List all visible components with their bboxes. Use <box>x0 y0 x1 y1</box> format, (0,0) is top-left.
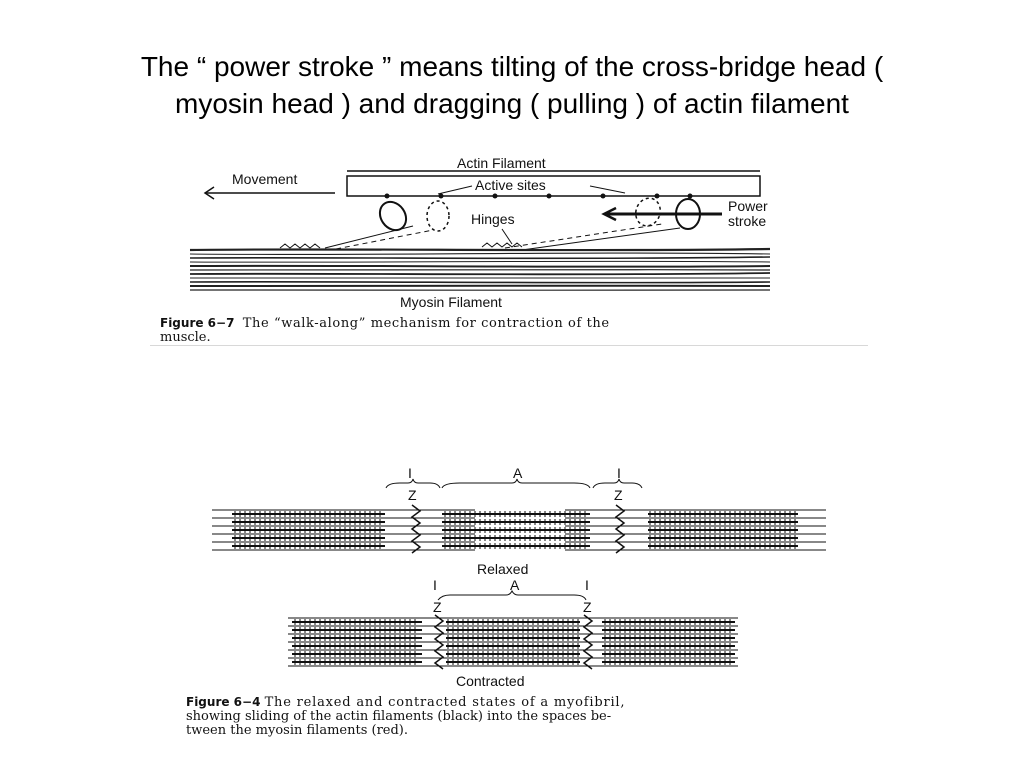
contracted-i-right: I <box>585 577 589 593</box>
myosin-filament <box>190 249 770 290</box>
myosin-filament-label: Myosin Filament <box>400 294 502 310</box>
figure-divider <box>150 345 868 346</box>
figure-6-7-caption <box>160 316 830 345</box>
z-line-relaxed <box>412 505 420 553</box>
power-stroke-arrow <box>604 208 722 220</box>
figure-6-4-caption <box>186 695 848 738</box>
slide-title <box>40 48 984 122</box>
relaxed-label: Relaxed <box>477 561 529 577</box>
z-line-relaxed <box>616 505 624 553</box>
contracted-i-left: I <box>433 577 437 593</box>
contracted-z-right: Z <box>583 599 592 615</box>
contracted-a: A <box>510 577 520 593</box>
walk-along-figure <box>150 150 868 346</box>
hinge-zigzags <box>280 243 522 248</box>
active-sites-label: Active sites <box>475 177 546 193</box>
relaxed-i-right: I <box>617 465 621 481</box>
relaxed-z-left: Z <box>408 487 417 503</box>
active-site <box>655 194 660 199</box>
relaxed-a: A <box>513 465 523 481</box>
myofibril-figure <box>150 455 868 747</box>
stroke-label: stroke <box>728 213 767 229</box>
contracted-label: Contracted <box>456 673 525 689</box>
contracted-z-left: Z <box>433 599 442 615</box>
myosin-head-tilted <box>375 197 412 235</box>
slide-title-line-1: The “ power stroke ” means tilting of the cross-bridge head ( <box>140 51 884 82</box>
figure-6-7-number: Figure 6−7 <box>160 316 235 330</box>
relaxed-i-left: I <box>408 465 412 481</box>
figure-6-7-caption-line-2: muscle. <box>160 330 211 345</box>
myosin-head-upright <box>427 201 449 231</box>
slide-title-line-2: myosin head ) and dragging ( pulling ) of actin filament <box>175 88 849 119</box>
movement-arrow <box>205 187 335 199</box>
figure-6-4-number: Figure 6−4 <box>186 695 261 709</box>
figure-6-4-caption-line-2: showing sliding of the actin filaments (black) into the spaces be- <box>186 709 612 724</box>
active-site <box>601 194 606 199</box>
hinges-label: Hinges <box>471 211 515 227</box>
active-site <box>688 194 693 199</box>
figure-6-7-caption-line-1: The “walk-along” mechanism for contraction of the <box>242 316 610 331</box>
actin-filament-label: Actin Filament <box>457 155 546 171</box>
active-site <box>547 194 552 199</box>
active-site <box>493 194 498 199</box>
active-site <box>439 194 444 199</box>
power-label: Power <box>728 198 768 214</box>
figure-6-4-caption-line-1: The relaxed and contracted states of a myofibril, <box>264 695 626 710</box>
actin-filament <box>347 176 760 196</box>
relaxed-z-right: Z <box>614 487 623 503</box>
active-site <box>385 194 390 199</box>
figure-6-4-caption-line-3: tween the myosin filaments (red). <box>186 723 409 738</box>
movement-label: Movement <box>232 171 298 187</box>
